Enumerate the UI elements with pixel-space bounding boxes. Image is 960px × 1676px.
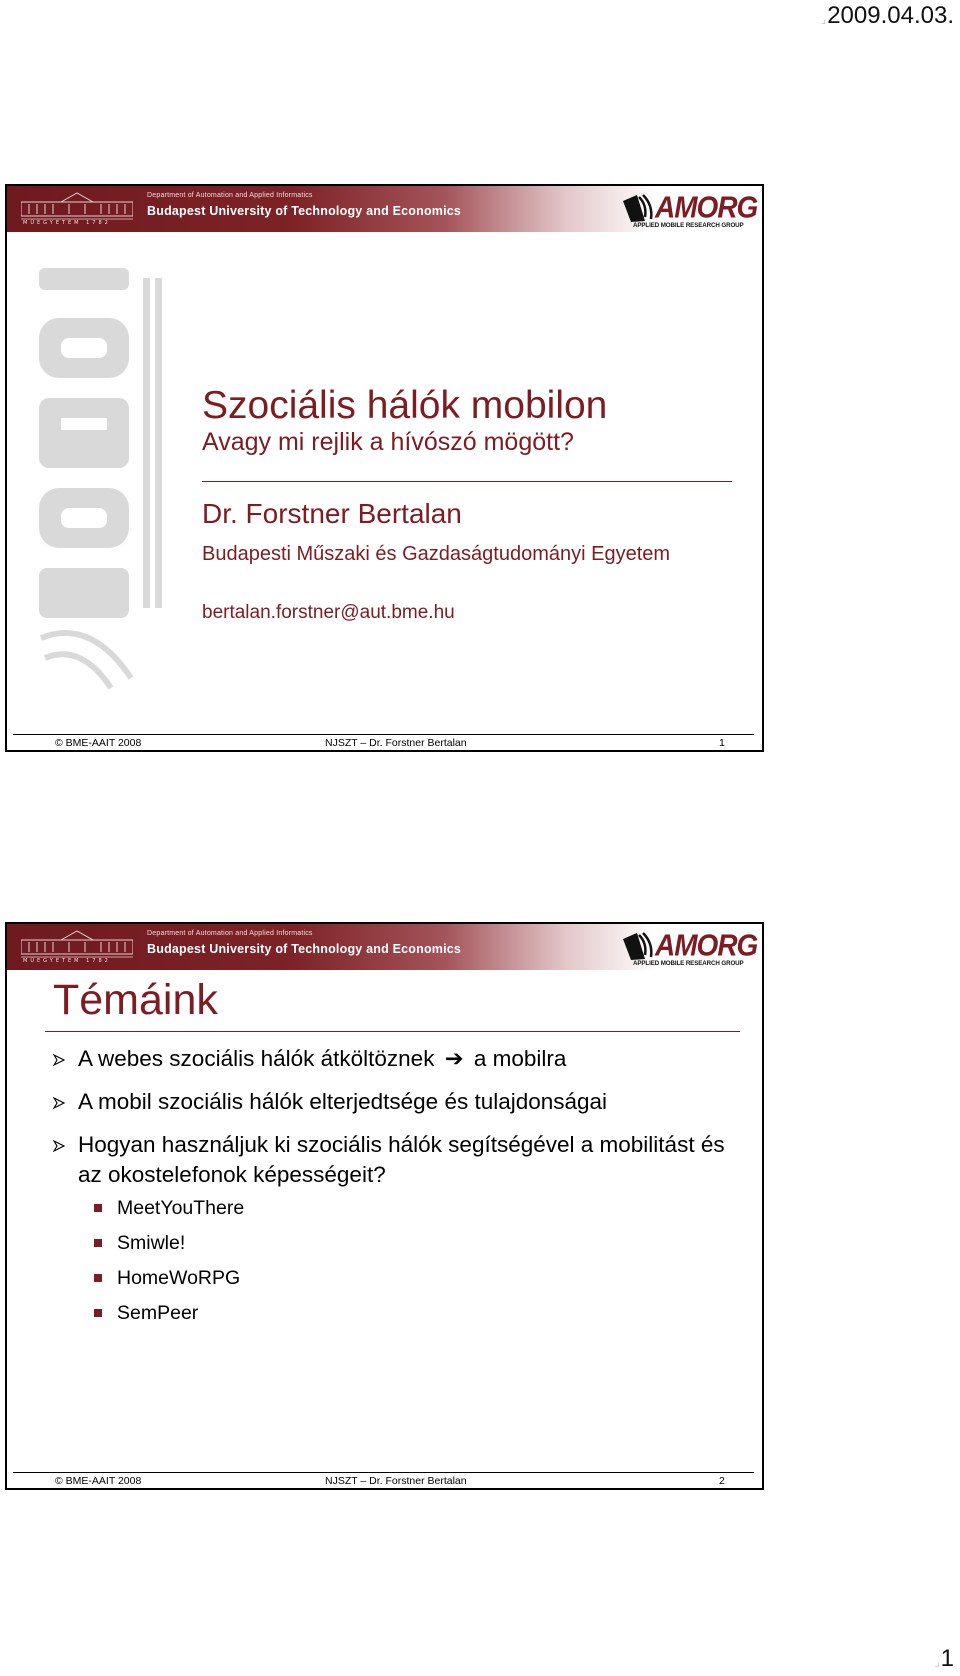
footer-slide-number: 1 (719, 737, 725, 749)
title-divider (45, 1031, 740, 1032)
list-item: A webes szociális hálók átköltöznek ➔ a mobilra (53, 1044, 743, 1074)
amorg-logo (621, 928, 758, 970)
square-bullet-icon (94, 1204, 102, 1212)
svg-text:MŰEGYETEM 1782: MŰEGYETEM 1782 (23, 958, 111, 962)
phone-signal-icon (621, 193, 655, 223)
amorg-logo (621, 190, 758, 232)
project-list (92, 1197, 244, 1337)
department-label: Department of Automation and Applied Informatics (147, 930, 313, 937)
slide-title: Témáink (53, 976, 218, 1024)
footer-event: NJSZT – Dr. Forstner Bertalan (325, 1475, 467, 1487)
list-item: Smiwle! (92, 1232, 244, 1254)
presentation-title: Szociális hálók mobilon (202, 384, 608, 427)
author-email: bertalan.forstner@aut.bme.hu (202, 602, 455, 623)
university-name: Budapest University of Technology and Economics (147, 204, 462, 218)
square-bullet-icon (94, 1239, 102, 1247)
arrowhead-bullet-icon (53, 1054, 65, 1066)
title-divider (202, 481, 732, 482)
list-item: A mobil szociális hálók elterjedtsége és tulajdonságai (53, 1087, 743, 1117)
author-name: Dr. Forstner Bertalan (202, 498, 462, 529)
amorg-tagline: APPLIED MOBILE RESEARCH GROUP (633, 222, 744, 229)
square-bullet-icon (94, 1274, 102, 1282)
slide-2 (5, 922, 764, 1490)
department-label: Department of Automation and Applied Informatics (147, 192, 313, 199)
amorg-wordmark: AMORG (655, 928, 758, 963)
svg-text:MŰEGYETEM 1782: MŰEGYETEM 1782 (23, 220, 111, 224)
slide-1 (5, 184, 764, 752)
university-building-logo (21, 192, 133, 224)
amorg-tagline: APPLIED MOBILE RESEARCH GROUP (633, 960, 744, 967)
list-item: MeetYouThere (92, 1197, 244, 1219)
arrowhead-bullet-icon (53, 1097, 65, 1109)
footer-copyright: © BME-AAIT 2008 (55, 737, 142, 749)
university-name: Budapest University of Technology and Economics (147, 942, 462, 956)
footer-copyright: © BME-AAIT 2008 (55, 1475, 142, 1487)
list-item: SemPeer (92, 1302, 244, 1324)
arrowhead-bullet-icon (53, 1140, 65, 1152)
footer-event: NJSZT – Dr. Forstner Bertalan (325, 737, 467, 749)
amorg-wordmark: AMORG (655, 190, 758, 225)
presentation-subtitle: Avagy mi rejlik a hívószó mögött? (202, 428, 574, 456)
university-building-logo (21, 930, 133, 962)
page-date: ⌟2009.04.03. (821, 2, 954, 29)
list-item: HomeWoRPG (92, 1267, 244, 1289)
list-item: Hogyan használjuk ki szociális hálók segítségével a mobilitást és az okostelefonok képességeit? (53, 1130, 743, 1190)
square-bullet-icon (94, 1309, 102, 1317)
author-affiliation: Budapesti Műszaki és Gazdaságtudományi Egyetem (202, 543, 671, 565)
slide-footer (13, 734, 754, 750)
footer-slide-number: 2 (719, 1475, 725, 1487)
page-number: ⌟1 (934, 1645, 954, 1672)
right-arrow-icon: ➔ (444, 1046, 464, 1071)
slide-footer (13, 1472, 754, 1488)
topic-list (53, 1044, 743, 1203)
phone-signal-icon (621, 931, 655, 961)
amorg-watermark-graphic (31, 258, 181, 698)
